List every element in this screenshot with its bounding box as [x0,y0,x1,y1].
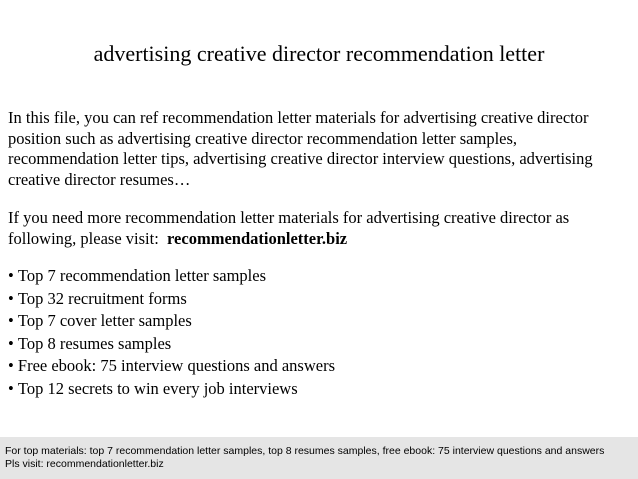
list-item: • Free ebook: 75 interview questions and answers [8,355,628,378]
resource-list [8,265,628,400]
page-title: advertising creative director recommendation letter [93,41,545,66]
website-link[interactable]: recommendationletter.biz [167,228,348,248]
footer-line-visit: Pls visit: recommendationletter.biz [5,458,164,470]
intro-paragraph: In this file, you can ref recommendation letter materials for advertising creative director position such as advertising creative director recommendation letter samples, recommendation letter tips, advertising creative director interview questions, advertising creative director resumes… [8,108,593,189]
footer-banner [0,437,638,479]
list-item: • Top 12 secrets to win every job interviews [8,378,628,401]
footer-line-materials: For top materials: top 7 recommendation letter samples, top 8 resumes samples, free ebook: 75 interview questions and answers [5,445,605,457]
list-item: • Top 7 cover letter samples [8,310,628,333]
list-item: • Top 7 recommendation letter samples [8,265,628,288]
more-info-text: If you need more recommendation letter materials for advertising creative director as following, please visit: [8,208,570,248]
more-info-paragraph [8,208,632,249]
list-item: • Top 8 resumes samples [8,333,628,356]
list-item: • Top 32 recruitment forms [8,288,628,311]
